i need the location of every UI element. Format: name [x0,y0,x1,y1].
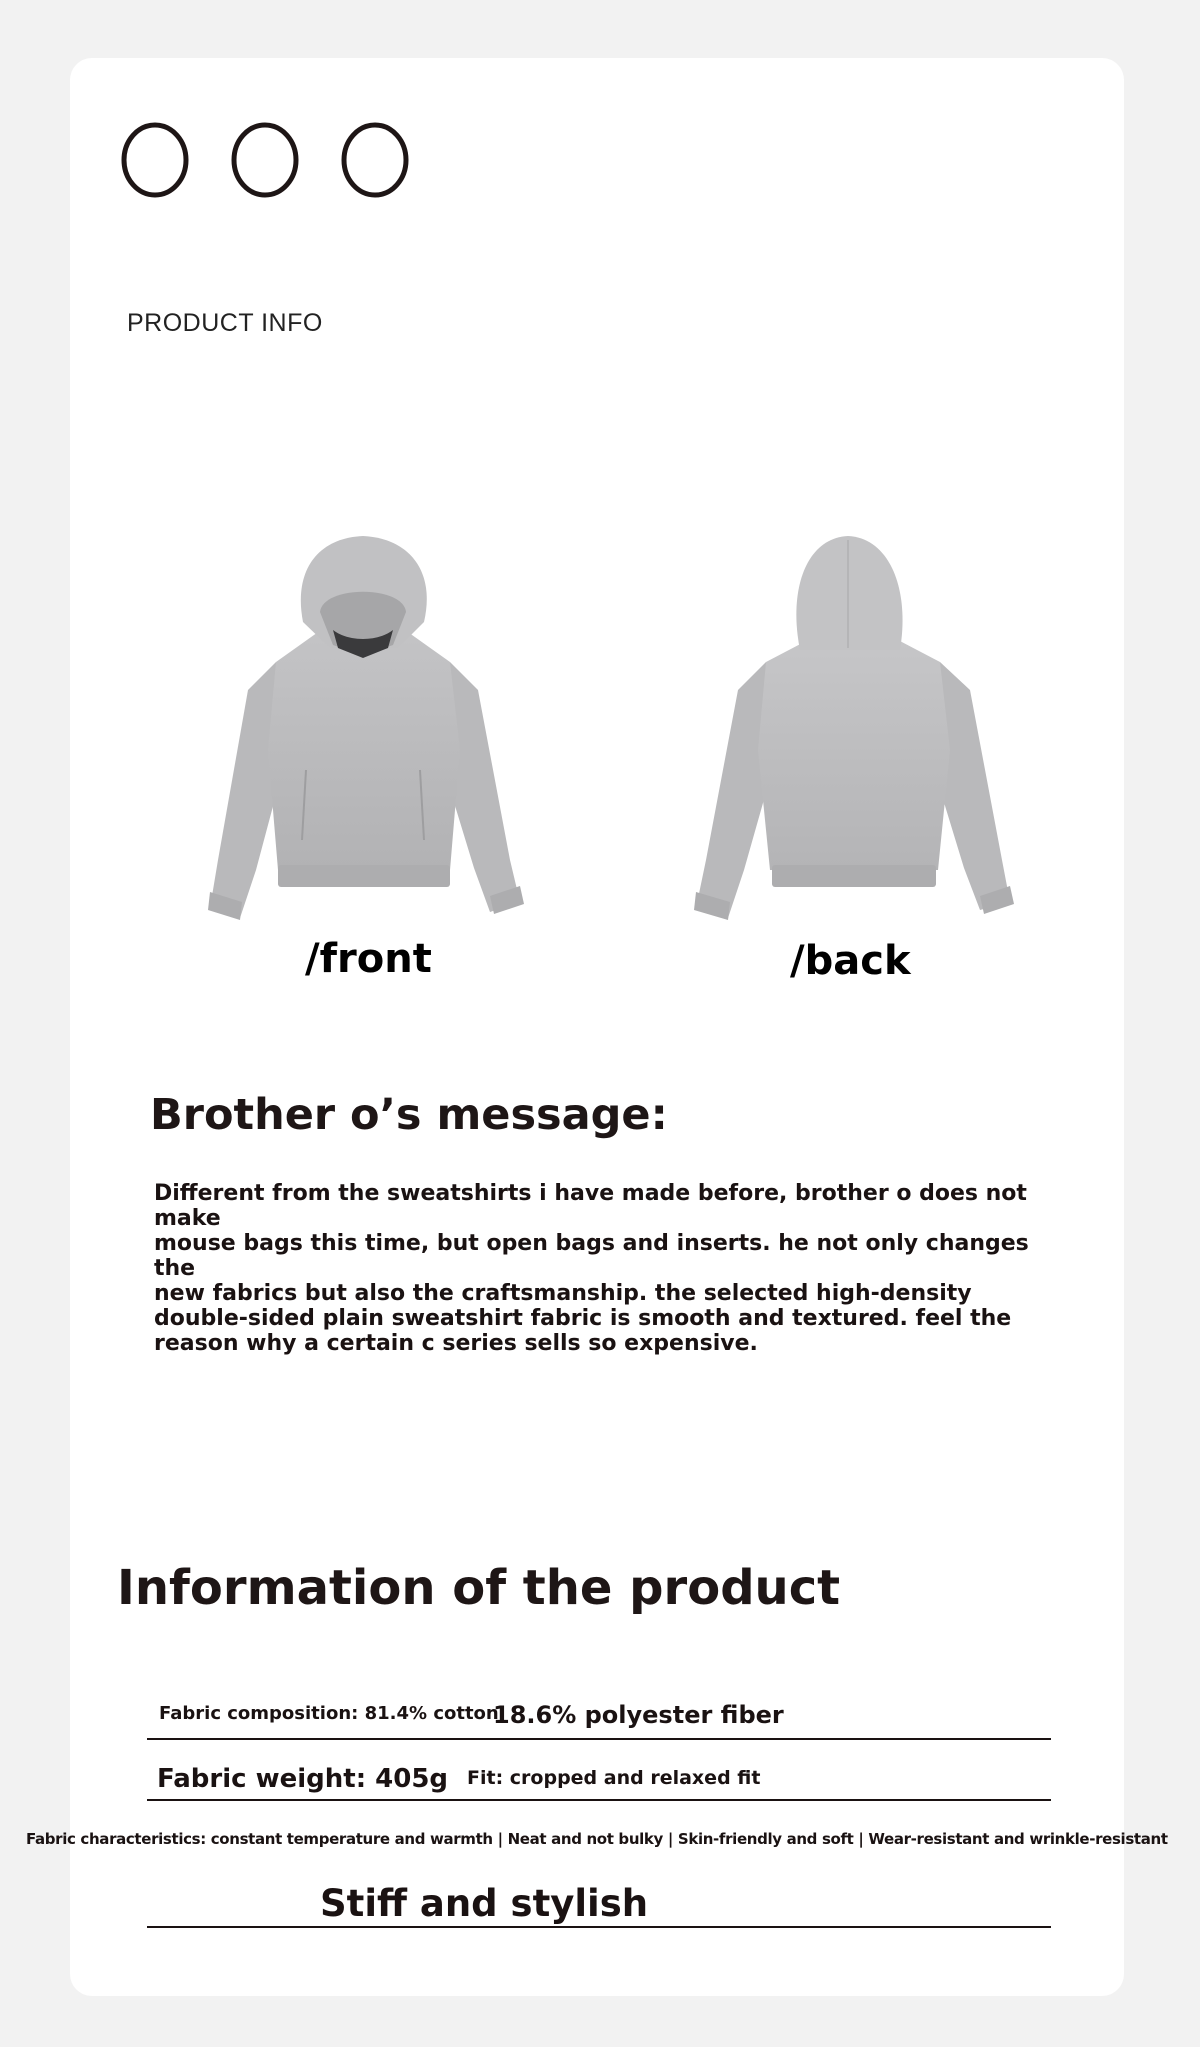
logo-ring-1 [124,125,186,195]
fit-info: Fit: cropped and relaxed fit [467,1767,761,1789]
divider-line [147,1738,1051,1740]
composition-extra: 18.6% polyester fiber [493,1701,784,1729]
message-line: new fabrics but also the craftsmanship. the selected high-density [154,1281,972,1306]
message-line: reason why a certain c series sells so expensive. [154,1331,758,1356]
back-label: /back [790,938,911,984]
style-note: Stiff and stylish [320,1882,649,1925]
message-line: double-sided plain sweatshirt fabric is smooth and textured. feel the [154,1306,1012,1331]
message-line: Different from the sweatshirts i have made before, brother o does not make [154,1181,1027,1231]
brand-logo [120,120,410,200]
product-info-title: Information of the product [117,1560,841,1616]
divider-line [147,1926,1051,1928]
message-title: Brother o’s message: [150,1090,668,1140]
message-line: mouse bags this time, but open bags and inserts. he not only changes the [154,1231,1029,1281]
logo-ring-3 [344,125,406,195]
front-label: /front [305,936,432,982]
fabric-weight: Fabric weight: 405g [157,1764,449,1794]
composition-label: Fabric composition: 81.4% cotton [159,1703,499,1724]
fabric-characteristics: Fabric characteristics: constant temperature and warmth | Neat and not bulky | Skin-friendly and soft | Wear-resistant and wrinkle-resistant [26,1830,1168,1848]
section-label: PRODUCT INFO [127,309,323,337]
message-body [154,1181,1054,1356]
hoodie-back-image [688,530,1018,920]
divider-line [147,1799,1051,1801]
logo-ring-2 [234,125,296,195]
hoodie-front-image [198,530,528,920]
